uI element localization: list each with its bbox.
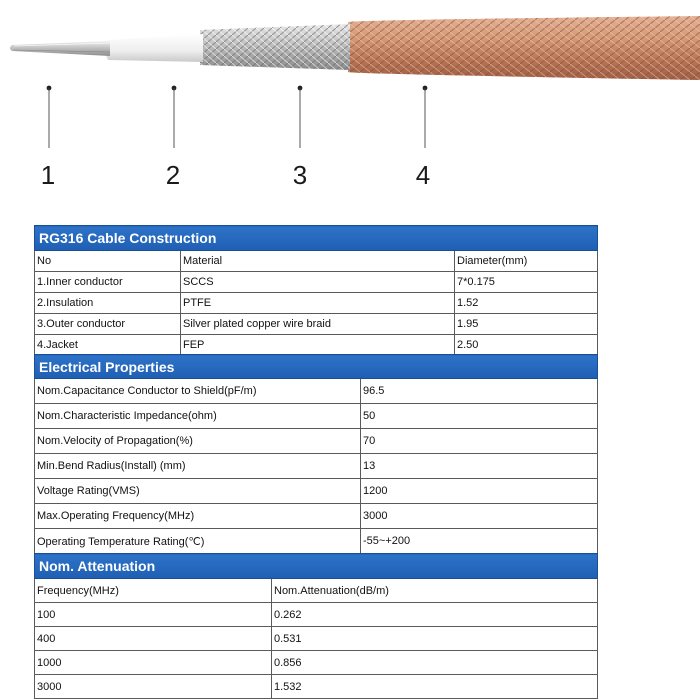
jacket-section	[348, 16, 700, 80]
table-cell: 400	[35, 627, 272, 651]
table-row	[35, 504, 598, 529]
table-cell: Nom.Velocity of Propagation(%)	[35, 429, 361, 454]
callout-label-2: 2	[165, 160, 181, 190]
table-row	[35, 404, 598, 429]
callout-label-1: 1	[40, 160, 56, 190]
table-cell: 1.Inner conductor	[35, 272, 181, 293]
table-cell: 1.52	[455, 293, 598, 314]
table-row	[35, 627, 598, 651]
table-row	[35, 529, 598, 554]
callout-label-4: 4	[415, 160, 431, 190]
callout-marker-2	[172, 86, 177, 148]
table-header-row	[35, 579, 598, 603]
table-cell: 50	[361, 404, 598, 429]
callout-marker-4	[423, 86, 428, 148]
table-row	[35, 272, 598, 293]
table-cell: 100	[35, 603, 272, 627]
column-header-frequency: Frequency(MHz)	[35, 579, 272, 603]
column-header-material: Material	[181, 251, 455, 272]
table-cell: 3000	[35, 675, 272, 699]
table-cell: 0.262	[272, 603, 598, 627]
table-row	[35, 429, 598, 454]
callout-marker-1	[47, 86, 52, 148]
table-cell: Max.Operating Frequency(MHz)	[35, 504, 361, 529]
braid-section	[200, 24, 350, 70]
table-row	[35, 335, 598, 356]
column-header-attenuation: Nom.Attenuation(dB/m)	[272, 579, 598, 603]
table-cell: -55~+200	[361, 529, 598, 554]
table-cell: 0.856	[272, 651, 598, 675]
electrical-properties-table	[34, 354, 598, 554]
table-cell: 3.Outer conductor	[35, 314, 181, 335]
table-row	[35, 675, 598, 699]
table-cell: Operating Temperature Rating(℃)	[35, 529, 361, 554]
table-cell: 2.50	[455, 335, 598, 356]
table-row	[35, 479, 598, 504]
column-header-diameter: Diameter(mm)	[455, 251, 598, 272]
table-cell: 1200	[361, 479, 598, 504]
table-cell: 70	[361, 429, 598, 454]
insulation-section	[106, 34, 204, 62]
table-cell: Silver plated copper wire braid	[181, 314, 455, 335]
table-cell: PTFE	[181, 293, 455, 314]
table-cell: 13	[361, 454, 598, 479]
table-row	[35, 651, 598, 675]
callout-label-3: 3	[292, 160, 308, 190]
table-header-row	[35, 251, 598, 272]
table-cell: FEP	[181, 335, 455, 356]
table-cell: Min.Bend Radius(Install) (mm)	[35, 454, 361, 479]
table-cell: 1.95	[455, 314, 598, 335]
table-row	[35, 293, 598, 314]
column-header-no: No	[35, 251, 181, 272]
table-row	[35, 603, 598, 627]
table-cell: Nom.Characteristic Impedance(ohm)	[35, 404, 361, 429]
cable-illustration	[0, 0, 700, 200]
table-cell: Nom.Capacitance Conductor to Shield(pF/m)	[35, 379, 361, 404]
table-row	[35, 379, 598, 404]
table-cell: Voltage Rating(VMS)	[35, 479, 361, 504]
electrical-title: Electrical Properties	[35, 355, 598, 379]
cable-construction-table	[34, 225, 598, 356]
table-cell: SCCS	[181, 272, 455, 293]
table-cell: 1.532	[272, 675, 598, 699]
table-cell: 4.Jacket	[35, 335, 181, 356]
attenuation-title: Nom. Attenuation	[35, 554, 598, 579]
construction-title: RG316 Cable Construction	[35, 226, 598, 251]
table-cell: 1000	[35, 651, 272, 675]
table-cell: 3000	[361, 504, 598, 529]
attenuation-table	[34, 553, 598, 699]
callout-marker-3	[298, 86, 303, 148]
table-cell: 7*0.175	[455, 272, 598, 293]
inner-conductor-section	[10, 41, 110, 56]
table-cell: 96.5	[361, 379, 598, 404]
table-row	[35, 314, 598, 335]
table-cell: 0.531	[272, 627, 598, 651]
table-row	[35, 454, 598, 479]
table-cell: 2.Insulation	[35, 293, 181, 314]
